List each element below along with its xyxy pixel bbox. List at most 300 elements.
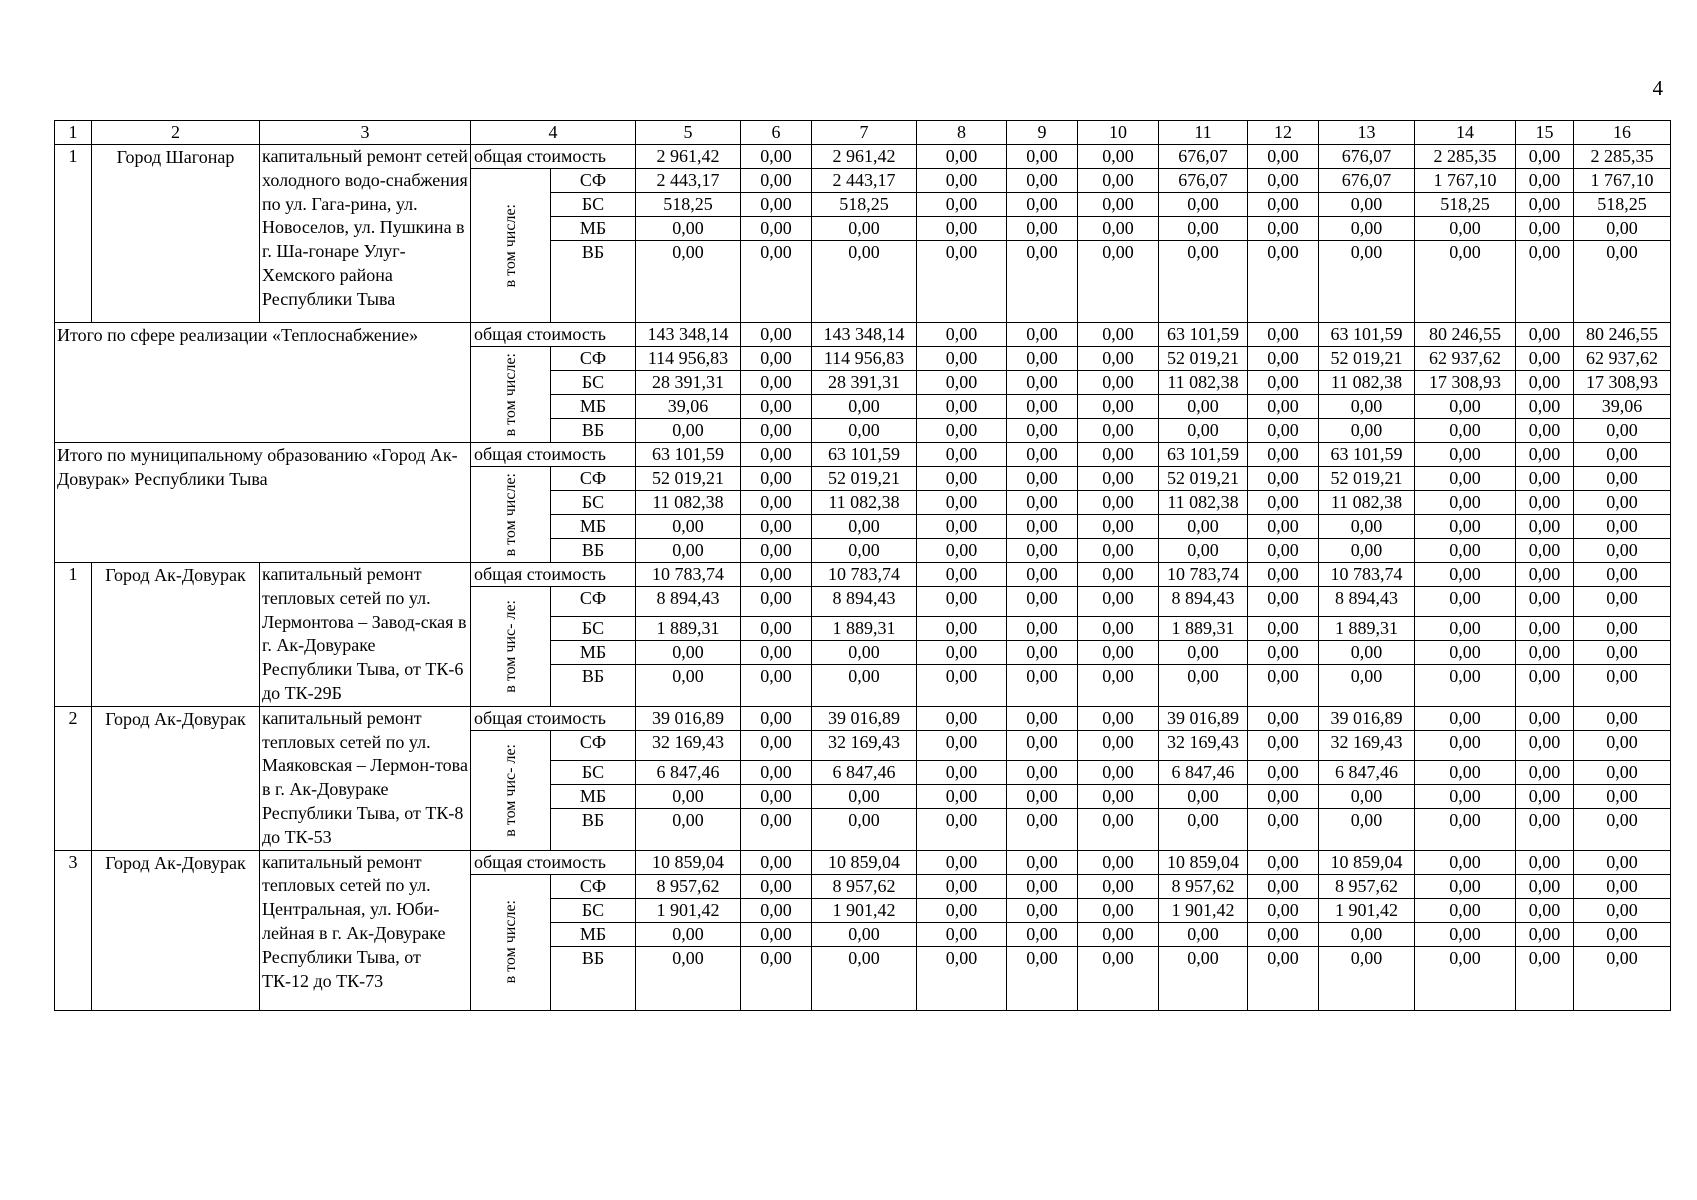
- value-cell: 1 901,42: [1159, 898, 1248, 922]
- value-cell: 0,00: [1415, 419, 1516, 443]
- value-cell: 0,00: [1159, 946, 1248, 1010]
- source-code: МБ: [551, 784, 636, 808]
- value-cell: 0,00: [1159, 922, 1248, 946]
- value-cell: 39 016,89: [812, 706, 917, 730]
- value-cell: 0,00: [1078, 664, 1159, 706]
- value-cell: 0,00: [1516, 217, 1574, 241]
- value-cell: 0,00: [1007, 640, 1078, 664]
- table-row: [55, 850, 1671, 874]
- value-cell: 0,00: [1248, 241, 1319, 323]
- value-cell: 8 957,62: [636, 874, 741, 898]
- source-code: БС: [551, 193, 636, 217]
- value-cell: 0,00: [1078, 515, 1159, 539]
- value-cell: 0,00: [1078, 371, 1159, 395]
- value-cell: 0,00: [741, 539, 812, 563]
- value-cell: 0,00: [917, 443, 1007, 467]
- value-cell: 0,00: [1415, 563, 1516, 587]
- value-cell: 0,00: [1078, 467, 1159, 491]
- value-cell: 0,00: [1319, 515, 1415, 539]
- including-wrap: [471, 471, 550, 559]
- value-cell: 39 016,89: [636, 706, 741, 730]
- value-cell: 0,00: [1574, 563, 1671, 587]
- value-cell: 0,00: [1516, 241, 1574, 323]
- value-cell: 0,00: [917, 395, 1007, 419]
- value-cell: 518,25: [636, 193, 741, 217]
- value-cell: 0,00: [1078, 443, 1159, 467]
- value-cell: 0,00: [1516, 371, 1574, 395]
- value-cell: 0,00: [1516, 515, 1574, 539]
- budget-table: [54, 120, 1671, 1011]
- value-cell: 32 169,43: [636, 730, 741, 760]
- value-cell: 0,00: [1007, 616, 1078, 640]
- header-cell: 14: [1415, 121, 1516, 145]
- value-cell: 0,00: [917, 347, 1007, 371]
- source-code: БС: [551, 616, 636, 640]
- value-cell: 0,00: [1248, 760, 1319, 784]
- value-cell: 0,00: [1415, 241, 1516, 323]
- value-cell: 0,00: [1248, 323, 1319, 347]
- value-cell: 52 019,21: [1159, 347, 1248, 371]
- value-cell: 28 391,31: [636, 371, 741, 395]
- value-cell: 0,00: [1516, 946, 1574, 1010]
- value-cell: 0,00: [917, 323, 1007, 347]
- value-cell: 10 859,04: [1319, 850, 1415, 874]
- header-cell: 11: [1159, 121, 1248, 145]
- value-cell: 0,00: [1248, 217, 1319, 241]
- value-cell: 0,00: [741, 419, 812, 443]
- value-cell: 6 847,46: [636, 760, 741, 784]
- value-cell: 0,00: [1078, 539, 1159, 563]
- value-cell: 0,00: [741, 730, 812, 760]
- value-cell: 0,00: [1574, 784, 1671, 808]
- value-cell: 39 016,89: [1319, 706, 1415, 730]
- value-cell: 0,00: [741, 874, 812, 898]
- header-cell: 13: [1319, 121, 1415, 145]
- value-cell: 10 783,74: [636, 563, 741, 587]
- municipality-name: Город Ак-Довурак: [92, 706, 260, 850]
- table-row: [55, 145, 1671, 169]
- value-cell: 0,00: [1078, 587, 1159, 617]
- value-cell: 0,00: [917, 730, 1007, 760]
- value-cell: 0,00: [812, 539, 917, 563]
- value-cell: 0,00: [1516, 640, 1574, 664]
- value-cell: 28 391,31: [812, 371, 917, 395]
- total-cost-label: общая стоимость: [471, 563, 636, 587]
- including-wrap: [471, 592, 550, 700]
- value-cell: 0,00: [636, 640, 741, 664]
- source-code: СФ: [551, 730, 636, 760]
- value-cell: 0,00: [1574, 664, 1671, 706]
- total-label: Итого по сфере реализации «Теплоснабжение»: [55, 323, 471, 443]
- value-cell: 0,00: [1248, 347, 1319, 371]
- value-cell: 0,00: [1248, 664, 1319, 706]
- value-cell: 0,00: [741, 467, 812, 491]
- value-cell: 11 082,38: [812, 491, 917, 515]
- value-cell: 0,00: [1516, 347, 1574, 371]
- value-cell: 0,00: [636, 515, 741, 539]
- municipality-name: Город Ак-Довурак: [92, 563, 260, 707]
- value-cell: 0,00: [1319, 640, 1415, 664]
- value-cell: 0,00: [1248, 898, 1319, 922]
- value-cell: 0,00: [1574, 217, 1671, 241]
- value-cell: 518,25: [1574, 193, 1671, 217]
- value-cell: 0,00: [1007, 587, 1078, 617]
- source-code: БС: [551, 371, 636, 395]
- value-cell: 0,00: [1078, 193, 1159, 217]
- including-wrap: [471, 172, 550, 320]
- value-cell: 0,00: [741, 323, 812, 347]
- value-cell: 0,00: [1516, 587, 1574, 617]
- source-code: БС: [551, 760, 636, 784]
- value-cell: 0,00: [1248, 515, 1319, 539]
- value-cell: 0,00: [1516, 491, 1574, 515]
- value-cell: 52 019,21: [1319, 347, 1415, 371]
- value-cell: 0,00: [741, 491, 812, 515]
- value-cell: 0,00: [812, 808, 917, 850]
- value-cell: 6 847,46: [1319, 760, 1415, 784]
- value-cell: 1 901,42: [812, 898, 917, 922]
- value-cell: 0,00: [1516, 664, 1574, 706]
- value-cell: 0,00: [1007, 706, 1078, 730]
- value-cell: 0,00: [636, 539, 741, 563]
- value-cell: 0,00: [917, 193, 1007, 217]
- value-cell: 0,00: [1159, 664, 1248, 706]
- value-cell: 0,00: [917, 419, 1007, 443]
- value-cell: 0,00: [917, 898, 1007, 922]
- value-cell: 0,00: [1159, 539, 1248, 563]
- source-code: СФ: [551, 587, 636, 617]
- value-cell: 0,00: [1248, 922, 1319, 946]
- value-cell: 0,00: [1248, 193, 1319, 217]
- value-cell: 0,00: [741, 922, 812, 946]
- header-cell: 5: [636, 121, 741, 145]
- value-cell: 1 889,31: [812, 616, 917, 640]
- value-cell: 63 101,59: [1319, 443, 1415, 467]
- value-cell: 0,00: [1248, 874, 1319, 898]
- header-cell: 4: [471, 121, 636, 145]
- value-cell: 10 859,04: [1159, 850, 1248, 874]
- value-cell: 0,00: [1248, 563, 1319, 587]
- municipality-name: Город Шагонар: [92, 145, 260, 323]
- value-cell: 0,00: [1574, 241, 1671, 323]
- value-cell: 32 169,43: [1319, 730, 1415, 760]
- value-cell: 1 889,31: [1319, 616, 1415, 640]
- source-code: ВБ: [551, 419, 636, 443]
- table-row: [55, 563, 1671, 587]
- including-text: в том числе:: [501, 472, 519, 557]
- value-cell: 0,00: [1516, 730, 1574, 760]
- value-cell: 1 767,10: [1574, 169, 1671, 193]
- table-body: [55, 121, 1671, 1011]
- value-cell: 0,00: [1007, 850, 1078, 874]
- value-cell: 0,00: [741, 395, 812, 419]
- including-text: в том числе:: [501, 203, 519, 288]
- value-cell: 0,00: [1319, 922, 1415, 946]
- value-cell: 0,00: [917, 241, 1007, 323]
- value-cell: 0,00: [1007, 760, 1078, 784]
- value-cell: 0,00: [1574, 898, 1671, 922]
- value-cell: 0,00: [1516, 874, 1574, 898]
- value-cell: 0,00: [1078, 730, 1159, 760]
- source-code: МБ: [551, 922, 636, 946]
- value-cell: 0,00: [1007, 874, 1078, 898]
- value-cell: 0,00: [636, 419, 741, 443]
- value-cell: 0,00: [1078, 563, 1159, 587]
- value-cell: 0,00: [1516, 898, 1574, 922]
- value-cell: 114 956,83: [812, 347, 917, 371]
- value-cell: 0,00: [1516, 850, 1574, 874]
- value-cell: 0,00: [917, 616, 1007, 640]
- table-row: [55, 323, 1671, 347]
- value-cell: 10 859,04: [636, 850, 741, 874]
- value-cell: 0,00: [1248, 784, 1319, 808]
- value-cell: 0,00: [741, 563, 812, 587]
- value-cell: 0,00: [636, 217, 741, 241]
- value-cell: 0,00: [917, 640, 1007, 664]
- value-cell: 0,00: [1574, 874, 1671, 898]
- header-cell: 1: [55, 121, 92, 145]
- value-cell: 6 847,46: [1159, 760, 1248, 784]
- project-description: капитальный ремонт тепловых сетей по ул. Центральная, ул. Юби-лейная в г. Ак-Довураке Республики Тыва, от ТК-12 до ТК-73: [260, 850, 471, 1010]
- value-cell: 0,00: [1516, 395, 1574, 419]
- value-cell: 0,00: [1248, 467, 1319, 491]
- value-cell: 63 101,59: [1159, 443, 1248, 467]
- value-cell: 0,00: [1415, 706, 1516, 730]
- value-cell: 0,00: [812, 664, 917, 706]
- value-cell: 0,00: [1248, 730, 1319, 760]
- value-cell: 10 783,74: [812, 563, 917, 587]
- value-cell: 0,00: [741, 784, 812, 808]
- value-cell: 62 937,62: [1415, 347, 1516, 371]
- value-cell: 0,00: [1078, 217, 1159, 241]
- value-cell: 0,00: [741, 616, 812, 640]
- value-cell: 0,00: [1248, 587, 1319, 617]
- value-cell: 0,00: [1078, 874, 1159, 898]
- source-code: ВБ: [551, 241, 636, 323]
- value-cell: 0,00: [1078, 347, 1159, 371]
- value-cell: 0,00: [1319, 217, 1415, 241]
- value-cell: 0,00: [1415, 395, 1516, 419]
- value-cell: 0,00: [1007, 241, 1078, 323]
- value-cell: 0,00: [1415, 730, 1516, 760]
- including-text: в том числе:: [501, 900, 519, 984]
- value-cell: 0,00: [1007, 323, 1078, 347]
- including-wrap: [471, 736, 550, 844]
- value-cell: 0,00: [1159, 808, 1248, 850]
- value-cell: 0,00: [741, 946, 812, 1010]
- value-cell: 0,00: [1574, 467, 1671, 491]
- value-cell: 0,00: [812, 395, 917, 419]
- value-cell: 62 937,62: [1574, 347, 1671, 371]
- value-cell: 0,00: [812, 946, 917, 1010]
- value-cell: 63 101,59: [812, 443, 917, 467]
- header-cell: 6: [741, 121, 812, 145]
- table-row: [55, 706, 1671, 730]
- value-cell: 2 285,35: [1415, 145, 1516, 169]
- page-number: 4: [1652, 76, 1663, 100]
- value-cell: 0,00: [1007, 491, 1078, 515]
- value-cell: 32 169,43: [1159, 730, 1248, 760]
- value-cell: 0,00: [1159, 193, 1248, 217]
- value-cell: 1 767,10: [1415, 169, 1516, 193]
- value-cell: 0,00: [1248, 395, 1319, 419]
- source-code: СФ: [551, 467, 636, 491]
- value-cell: 0,00: [1078, 808, 1159, 850]
- project-description: капитальный ремонт тепловых сетей по ул. Маяковская – Лермон-това в г. Ак-Довураке Республики Тыва, от ТК-8 до ТК-53: [260, 706, 471, 850]
- value-cell: 0,00: [917, 587, 1007, 617]
- value-cell: 0,00: [1319, 664, 1415, 706]
- value-cell: 52 019,21: [812, 467, 917, 491]
- value-cell: 0,00: [1415, 808, 1516, 850]
- value-cell: 114 956,83: [636, 347, 741, 371]
- value-cell: 0,00: [741, 664, 812, 706]
- value-cell: 0,00: [1078, 395, 1159, 419]
- value-cell: 0,00: [1415, 922, 1516, 946]
- value-cell: 0,00: [1078, 922, 1159, 946]
- value-cell: 0,00: [636, 241, 741, 323]
- value-cell: 0,00: [741, 898, 812, 922]
- value-cell: 2 443,17: [812, 169, 917, 193]
- value-cell: 0,00: [1574, 640, 1671, 664]
- value-cell: 0,00: [1248, 491, 1319, 515]
- value-cell: 63 101,59: [1159, 323, 1248, 347]
- value-cell: 0,00: [1516, 706, 1574, 730]
- value-cell: 0,00: [1415, 850, 1516, 874]
- value-cell: 63 101,59: [636, 443, 741, 467]
- value-cell: 0,00: [1007, 347, 1078, 371]
- source-code: ВБ: [551, 539, 636, 563]
- value-cell: 0,00: [636, 922, 741, 946]
- value-cell: 0,00: [1007, 922, 1078, 946]
- header-cell: 12: [1248, 121, 1319, 145]
- value-cell: 0,00: [1574, 515, 1671, 539]
- item-number: 1: [55, 145, 92, 323]
- value-cell: 1 889,31: [636, 616, 741, 640]
- value-cell: 0,00: [1007, 371, 1078, 395]
- value-cell: 52 019,21: [1319, 467, 1415, 491]
- source-code: ВБ: [551, 808, 636, 850]
- value-cell: 0,00: [741, 347, 812, 371]
- value-cell: 518,25: [812, 193, 917, 217]
- value-cell: 2 961,42: [812, 145, 917, 169]
- value-cell: 0,00: [741, 706, 812, 730]
- value-cell: 0,00: [1078, 760, 1159, 784]
- value-cell: 0,00: [1007, 898, 1078, 922]
- value-cell: 0,00: [1574, 587, 1671, 617]
- value-cell: 0,00: [1319, 808, 1415, 850]
- value-cell: 0,00: [1516, 419, 1574, 443]
- value-cell: 1 889,31: [1159, 616, 1248, 640]
- value-cell: 10 783,74: [1159, 563, 1248, 587]
- value-cell: 0,00: [917, 706, 1007, 730]
- total-cost-label: общая стоимость: [471, 145, 636, 169]
- value-cell: 0,00: [917, 922, 1007, 946]
- value-cell: 52 019,21: [636, 467, 741, 491]
- value-cell: 0,00: [917, 371, 1007, 395]
- value-cell: 0,00: [917, 491, 1007, 515]
- item-number: 2: [55, 706, 92, 850]
- value-cell: 0,00: [636, 784, 741, 808]
- value-cell: 0,00: [741, 145, 812, 169]
- source-code: БС: [551, 898, 636, 922]
- value-cell: 0,00: [1007, 395, 1078, 419]
- including-label: [471, 347, 551, 443]
- value-cell: 0,00: [741, 241, 812, 323]
- value-cell: 0,00: [1248, 946, 1319, 1010]
- value-cell: 0,00: [1319, 539, 1415, 563]
- value-cell: 0,00: [1078, 706, 1159, 730]
- value-cell: 0,00: [917, 539, 1007, 563]
- including-label: [471, 874, 551, 1010]
- value-cell: 0,00: [636, 808, 741, 850]
- project-description: капитальный ремонт сетей холодного водо-снабжения по ул. Гага-рина, ул. Новоселов, ул. Пушкина в г. Ша-гонаре Улуг-Хемского района Республики Тыва: [260, 145, 471, 323]
- value-cell: 0,00: [1248, 706, 1319, 730]
- value-cell: 0,00: [636, 664, 741, 706]
- value-cell: 0,00: [1516, 563, 1574, 587]
- value-cell: 0,00: [1516, 467, 1574, 491]
- value-cell: 0,00: [1415, 874, 1516, 898]
- value-cell: 0,00: [1007, 563, 1078, 587]
- value-cell: 676,07: [1159, 145, 1248, 169]
- value-cell: 32 169,43: [812, 730, 917, 760]
- value-cell: 0,00: [1415, 443, 1516, 467]
- value-cell: 0,00: [636, 946, 741, 1010]
- value-cell: 0,00: [1248, 850, 1319, 874]
- value-cell: 0,00: [917, 874, 1007, 898]
- value-cell: 0,00: [917, 515, 1007, 539]
- value-cell: 11 082,38: [636, 491, 741, 515]
- header-row: [55, 121, 1671, 145]
- value-cell: 0,00: [1159, 784, 1248, 808]
- header-cell: 3: [260, 121, 471, 145]
- value-cell: 0,00: [1516, 922, 1574, 946]
- value-cell: 0,00: [1007, 217, 1078, 241]
- value-cell: 0,00: [1248, 443, 1319, 467]
- value-cell: 0,00: [1078, 491, 1159, 515]
- municipality-name: Город Ак-Довурак: [92, 850, 260, 1010]
- total-label: Итого по муниципальному образованию «Город Ак-Довурак» Республики Тыва: [55, 443, 471, 563]
- value-cell: 0,00: [1078, 169, 1159, 193]
- value-cell: 0,00: [1415, 664, 1516, 706]
- value-cell: 0,00: [1574, 808, 1671, 850]
- value-cell: 0,00: [1007, 664, 1078, 706]
- value-cell: 17 308,93: [1415, 371, 1516, 395]
- value-cell: 0,00: [1516, 193, 1574, 217]
- value-cell: 8 894,43: [636, 587, 741, 617]
- value-cell: 0,00: [1007, 730, 1078, 760]
- value-cell: 0,00: [812, 640, 917, 664]
- value-cell: 676,07: [1319, 145, 1415, 169]
- value-cell: 0,00: [741, 587, 812, 617]
- value-cell: 0,00: [917, 169, 1007, 193]
- value-cell: 0,00: [1007, 145, 1078, 169]
- value-cell: 0,00: [1319, 241, 1415, 323]
- value-cell: 0,00: [1415, 898, 1516, 922]
- source-code: СФ: [551, 169, 636, 193]
- including-label: [471, 467, 551, 563]
- value-cell: 0,00: [1007, 419, 1078, 443]
- value-cell: 143 348,14: [812, 323, 917, 347]
- value-cell: 52 019,21: [1159, 467, 1248, 491]
- source-code: СФ: [551, 347, 636, 371]
- value-cell: 0,00: [1078, 323, 1159, 347]
- value-cell: 0,00: [1007, 193, 1078, 217]
- value-cell: 0,00: [1078, 145, 1159, 169]
- value-cell: 0,00: [1574, 539, 1671, 563]
- value-cell: 0,00: [812, 217, 917, 241]
- total-cost-label: общая стоимость: [471, 323, 636, 347]
- value-cell: 0,00: [1574, 616, 1671, 640]
